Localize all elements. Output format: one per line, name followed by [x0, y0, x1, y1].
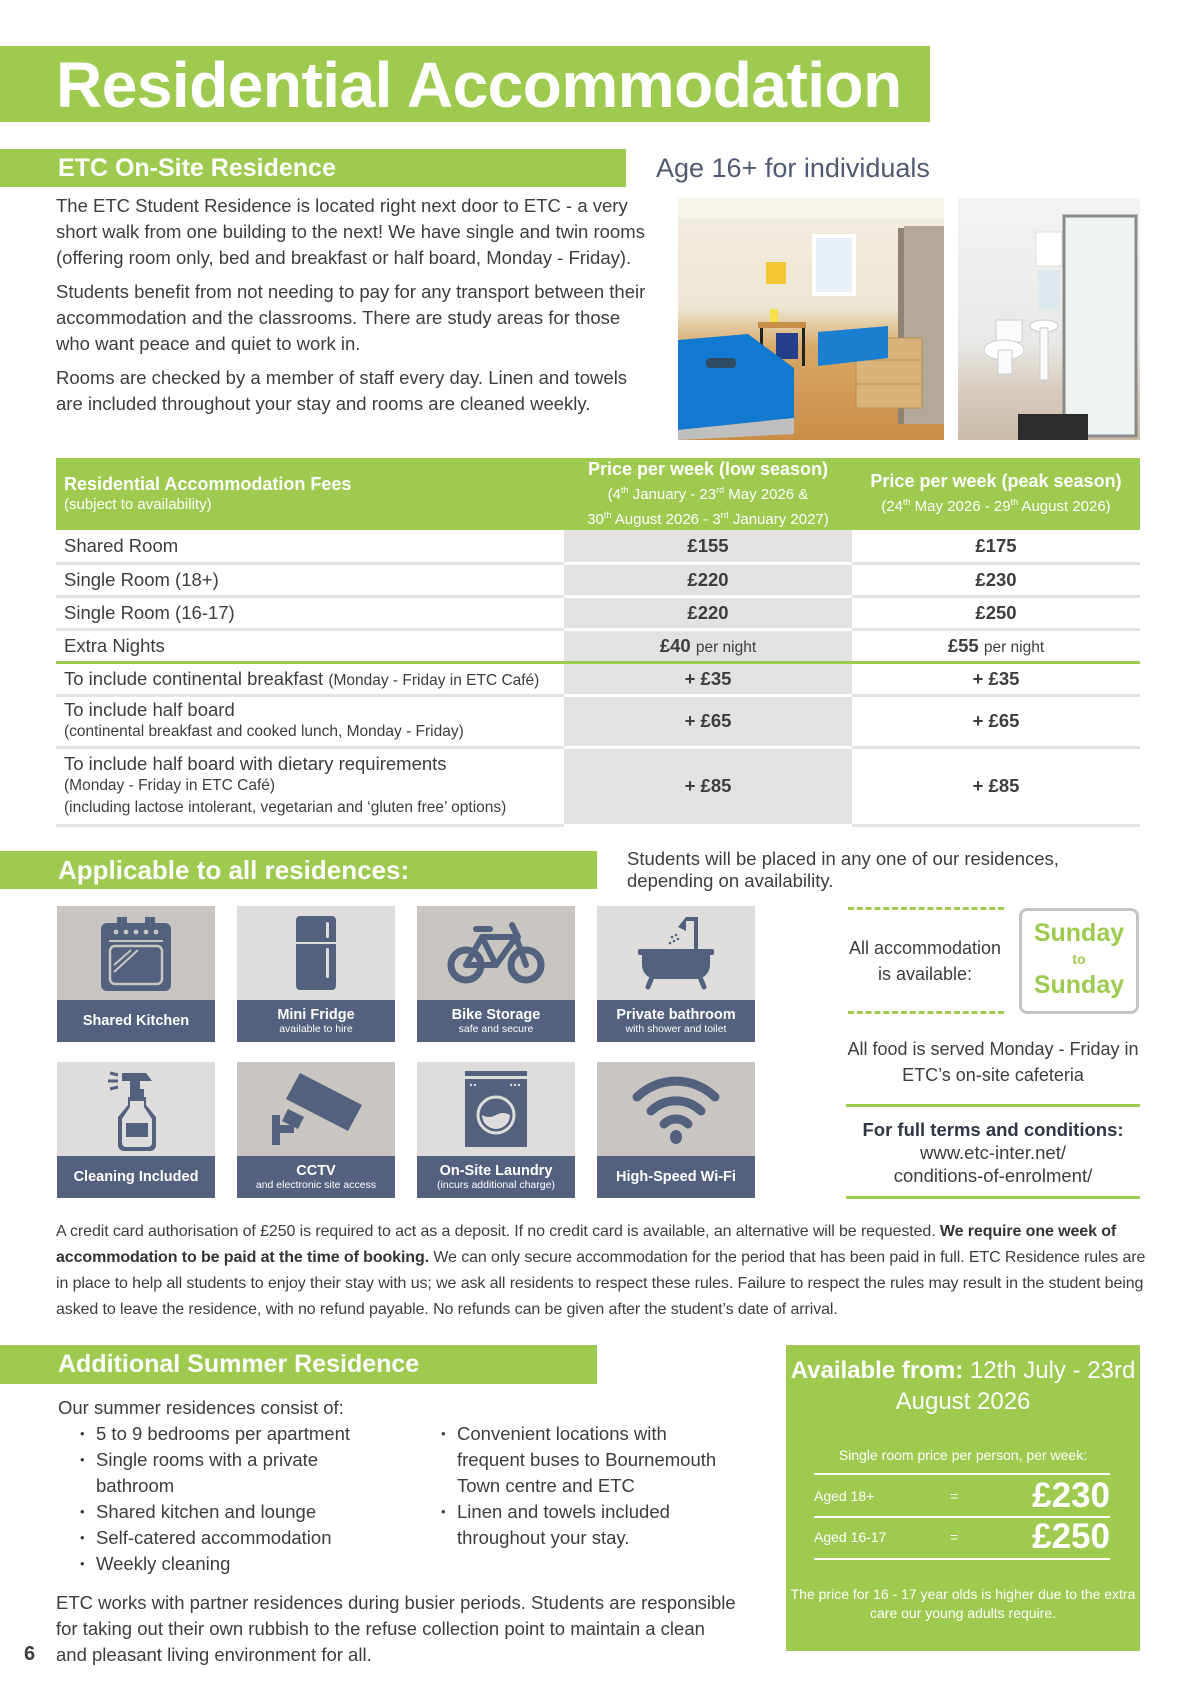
price-caption: Single room price per person, per week:	[838, 1447, 1088, 1463]
option-note: (Monday - Friday in ETC Café)	[328, 671, 540, 689]
list-item: • Single rooms with a private bathroom	[80, 1447, 380, 1499]
placement-note: Students will be placed in any one of our residences, depending on availability.	[627, 848, 1059, 891]
amenity-tile-wifi	[597, 1062, 755, 1198]
low-season-price: £220	[564, 596, 852, 629]
header-title: Price per week (low season)	[587, 458, 829, 479]
summer-features-list-left	[80, 1421, 380, 1577]
equals-sign: =	[950, 1488, 959, 1504]
table-row	[56, 629, 1140, 662]
page-title: Residential Accommodation	[56, 49, 902, 121]
header-dates: (24th May 2026 - 29th August 2026)	[881, 497, 1111, 515]
wifi-icon	[597, 1062, 755, 1156]
amenity-tile-cctv	[237, 1062, 395, 1198]
option-title: To include continental breakfast	[64, 667, 324, 689]
low-season-price: + £65	[564, 695, 852, 747]
onsite-description	[56, 193, 646, 425]
amenity-tile-mini-fridge	[237, 906, 395, 1042]
deposit-policy-emphasis: We require one week of accommodation to be paid at the time of booking.	[56, 1223, 1117, 1266]
availability-start-day: Sunday	[1033, 919, 1125, 947]
price-value: £40	[659, 634, 691, 656]
room-type: Single Room (16-17)	[56, 596, 564, 629]
table-row	[56, 662, 1140, 695]
age-group: Aged 18+	[814, 1488, 875, 1504]
low-season-price: + £85	[564, 747, 852, 825]
option-label	[56, 747, 564, 825]
column-header-fees	[56, 458, 564, 530]
terms-link[interactable]: conditions-of-enrolment/	[893, 1165, 1093, 1186]
amenity-tile-private-bathroom	[597, 906, 755, 1042]
low-season-price: £220	[564, 563, 852, 596]
price-unit: per night	[695, 638, 757, 656]
summer-features-list-right	[441, 1421, 731, 1551]
list-item: • Self-catered accommodation	[80, 1525, 380, 1551]
table-row	[56, 530, 1140, 563]
equals-sign: =	[950, 1529, 959, 1545]
list-item: • Shared kitchen and lounge	[80, 1499, 380, 1525]
low-season-price: £155	[564, 530, 852, 563]
peak-season-price	[852, 629, 1140, 662]
amenity-label: Mini Fridge available to hire	[237, 1000, 395, 1042]
price-value: £55	[947, 634, 979, 656]
room-type: Single Room (18+)	[56, 563, 564, 596]
green-divider	[846, 1196, 1140, 1199]
summer-price-box	[786, 1345, 1140, 1651]
option-label	[56, 695, 564, 747]
header-subtitle: (subject to availability)	[64, 495, 212, 513]
price-row	[814, 1476, 1110, 1516]
list-item: • 5 to 9 bedrooms per apartment	[80, 1421, 380, 1447]
amenity-tile-laundry	[417, 1062, 575, 1198]
room-type: Extra Nights	[56, 629, 564, 662]
page-number: 6	[24, 1643, 36, 1665]
table-row	[56, 747, 1140, 825]
cctv-camera-icon	[237, 1062, 395, 1156]
amenity-tile-shared-kitchen	[57, 906, 215, 1042]
amenity-label: Private bathroom with shower and toilet	[597, 1000, 755, 1042]
list-item: • Convenient locations with frequent buses to Bournemouth Town centre and ETC	[441, 1421, 731, 1499]
table-header-row	[56, 458, 1140, 530]
food-note: All food is served Monday - Friday in ETC’s on-site cafeteria	[847, 1039, 1139, 1085]
price-value: £250	[1032, 1517, 1110, 1556]
bathroom-photo	[958, 198, 1140, 440]
table-row	[56, 695, 1140, 747]
terms-link[interactable]: www.etc-inter.net/	[919, 1142, 1066, 1163]
bicycle-icon	[417, 906, 575, 1000]
option-note: (continental breakfast and cooked lunch, Monday - Friday)	[64, 723, 464, 740]
room-type: Shared Room	[56, 530, 564, 563]
partners-note: ETC works with partner residences during busier periods. Students are responsible for taking out their own rubbish to the refuse collection point to maintain a clean and pleasant living environment for all.	[56, 1592, 736, 1665]
option-label	[56, 662, 564, 695]
availability-to: to	[1072, 951, 1086, 967]
age-group: Aged 16-17	[814, 1529, 887, 1545]
peak-season-price: £230	[852, 563, 1140, 596]
deposit-policy: A credit card authorisation of £250 is required to act as a deposit. If no credit card is available, an alternative will be requested. We require one week of accommodation to be paid at the time of booking. We can only secure accommodation for the period that has been paid in full. ETC Residence rules are in place to help all students to enjoy their stay with us; we ask all residents to respect these rules. Failure to respect the rules may result in the student being asked to leave the residence, with no refund payable. No refunds can be given after the student’s date of arrival.	[56, 1223, 1146, 1318]
paragraph: Rooms are checked by a member of staff every day. Linen and towels are included throughout your stay and rooms are cleaned weekly.	[56, 367, 628, 414]
peak-season-price: + £85	[852, 747, 1140, 825]
divider	[814, 1558, 1110, 1560]
summer-availability: Available from: 12th July - 23rd August 2026	[790, 1357, 1136, 1415]
section-heading-onsite: ETC On-Site Residence	[0, 149, 626, 187]
low-season-price: + £35	[564, 662, 852, 695]
fridge-icon	[237, 906, 395, 1000]
price-value: £230	[1032, 1476, 1110, 1515]
option-title: To include half board with dietary requirements	[64, 753, 447, 774]
amenity-tile-cleaning	[57, 1062, 215, 1198]
price-footnote: The price for 16 - 17 year olds is higher due to the extra care our young adults require.	[790, 1586, 1136, 1621]
bathtub-icon	[597, 906, 755, 1000]
washing-machine-icon	[417, 1062, 575, 1156]
peak-season-price: £250	[852, 596, 1140, 629]
price-row	[814, 1517, 1110, 1557]
price-unit: per night	[983, 638, 1045, 656]
header-title: Price per week (peak season)	[870, 471, 1122, 491]
option-title: To include half board	[64, 699, 235, 720]
table-row	[56, 563, 1140, 596]
amenity-label: On-Site Laundry (incurs additional charge)	[417, 1156, 575, 1198]
oven-icon	[57, 906, 215, 1000]
column-header-peak-season	[852, 458, 1140, 530]
bedroom-photo	[678, 198, 944, 440]
low-season-price	[564, 629, 852, 662]
availability-badge	[1019, 908, 1139, 1014]
section-heading-summer: Additional Summer Residence	[0, 1345, 597, 1384]
header-dates-line-1: (4th January - 23rd May 2026 &	[607, 484, 809, 503]
green-divider	[846, 1104, 1140, 1107]
terms-block	[846, 1118, 1140, 1187]
amenity-label: CCTV and electronic site access	[237, 1156, 395, 1198]
list-item: • Linen and towels included throughout your stay.	[441, 1499, 731, 1551]
header-dates-line-2: 30th August 2026 - 3rd January 2027)	[587, 509, 829, 528]
section-heading-applicable: Applicable to all residences:	[0, 851, 597, 889]
dashed-divider	[848, 907, 1004, 910]
terms-heading: For full terms and conditions:	[862, 1119, 1124, 1140]
amenity-label: Bike Storage safe and secure	[417, 1000, 575, 1042]
peak-season-price: + £65	[852, 695, 1140, 747]
list-item: • Weekly cleaning	[80, 1551, 380, 1577]
availability-label: All accommodation is available:	[848, 938, 1002, 984]
spray-bottle-icon	[57, 1062, 215, 1156]
peak-season-price: £175	[852, 530, 1140, 563]
summer-intro: Our summer residences consist of:	[58, 1397, 344, 1418]
table-row	[56, 596, 1140, 629]
amenity-label: High-Speed Wi-Fi	[597, 1156, 755, 1198]
option-note: (including lactose intolerant, vegetarian and ‘gluten free’ options)	[64, 799, 507, 816]
amenity-label: Shared Kitchen	[57, 1000, 215, 1042]
availability-end-day: Sunday	[1033, 971, 1125, 999]
age-note: Age 16+ for individuals	[656, 153, 930, 183]
column-header-low-season	[564, 458, 852, 530]
option-note: (Monday - Friday in ETC Café)	[64, 777, 276, 794]
paragraph: Students benefit from not needing to pay for any transport between their accommodation and the classrooms. There are study areas for those who want peace and quiet to work in.	[56, 281, 646, 354]
page-title-banner	[0, 46, 930, 122]
header-title: Residential Accommodation Fees	[64, 473, 352, 494]
dashed-divider	[848, 1011, 1004, 1014]
divider	[814, 1473, 1110, 1475]
amenity-label: Cleaning Included	[57, 1156, 215, 1198]
paragraph: The ETC Student Residence is located right next door to ETC - a very short walk from one building to the next! We have single and twin rooms (offering room only, bed and breakfast or half board, Monday - Friday).	[56, 195, 645, 268]
amenity-tile-bike-storage	[417, 906, 575, 1042]
peak-season-price: + £35	[852, 662, 1140, 695]
fees-table	[56, 458, 1140, 827]
